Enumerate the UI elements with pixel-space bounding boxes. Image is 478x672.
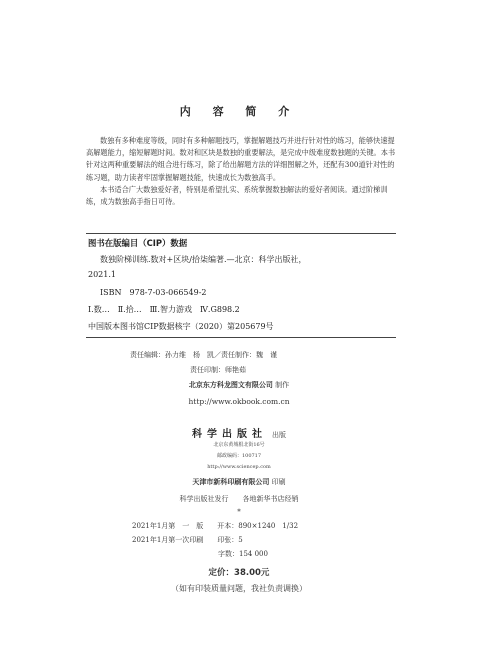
editors-line: 责任编辑：孙力维 杨 凯／责任制作：魏 谨	[130, 351, 277, 359]
word-count: 字数：154 000	[218, 550, 268, 558]
distribution-line: 科学出版社发行 各地新华书店经销	[179, 495, 299, 503]
postal-code: 邮政编码：100717	[216, 453, 262, 459]
intro-paragraph-2: 本书适合广大数独爱好者，特别是希望扎实、系统掌握数独解法的爱好者阅读。通过阶梯训练，成为数独高手指日可待。	[86, 184, 388, 207]
publisher-logo: 科学出版社	[191, 429, 267, 440]
publisher-address: 北京东黄城根北街16号	[213, 442, 265, 448]
cip-number: 中国版本图书馆CIP数据核字（2020）第205679号	[88, 322, 274, 331]
cip-bottom-rule	[86, 337, 396, 338]
price: 定价：38.00元	[208, 568, 270, 578]
publisher-line	[0, 422, 478, 441]
producer-suffix: 制作	[275, 381, 290, 389]
producer-line	[0, 380, 478, 390]
page-title: 内 容 简 介	[179, 105, 299, 118]
cip-heading: 图书在版编目（CIP）数据	[88, 238, 188, 248]
cip-top-rule	[86, 233, 396, 234]
return-notice: （如有印装质量问题，我社负责调换）	[171, 584, 307, 593]
cip-book-line-2: 2021.1	[88, 270, 116, 279]
cip-isbn: ISBN 978-7-03-066549-2	[100, 288, 207, 297]
edition-line-1: 2021年1月第 一 版 开本：890×1240 1/32	[132, 522, 299, 530]
printer-line	[0, 477, 478, 487]
producer-name: 北京东方科龙图文有限公司	[188, 380, 273, 389]
printer-name: 天津市新科印刷有限公司	[192, 477, 270, 486]
cip-book-line-1: 数独阶梯训练.数对+区块/拾柒编著.—北京：科学出版社，	[100, 255, 307, 264]
intro-paragraph-1: 数独有多种难度等级，同时有多种解题技巧，掌握解题技巧并进行针对性的练习，能够快速提高解题能力，缩短解题时间。数对和区块是数独的重要解法，是完成中级难度数独题的关键。本书针对这两种重要解法的组合进行练习，除了给出解题方法的详细图解之外，还配有300道针对性的练习题，助力读者牢固掌握解题技能，快速成长为数独高手。	[86, 136, 396, 182]
printer-suffix: 印刷	[271, 478, 286, 486]
edition-line-2: 2021年1月第一次印刷 印张：5	[132, 536, 243, 544]
producer-url: http://www.okbook.com.cn	[188, 397, 290, 406]
separator-star: *	[237, 508, 241, 516]
publisher-suffix: 出版	[272, 431, 287, 439]
printing-supervisor: 责任印制：师艳茹	[190, 366, 246, 374]
cip-classification: Ⅰ.数… Ⅱ.拾… Ⅲ.智力游戏 Ⅳ.G898.2	[88, 305, 240, 314]
publisher-url: http://www.sciencep.com	[207, 464, 271, 470]
intro-text	[86, 135, 396, 208]
